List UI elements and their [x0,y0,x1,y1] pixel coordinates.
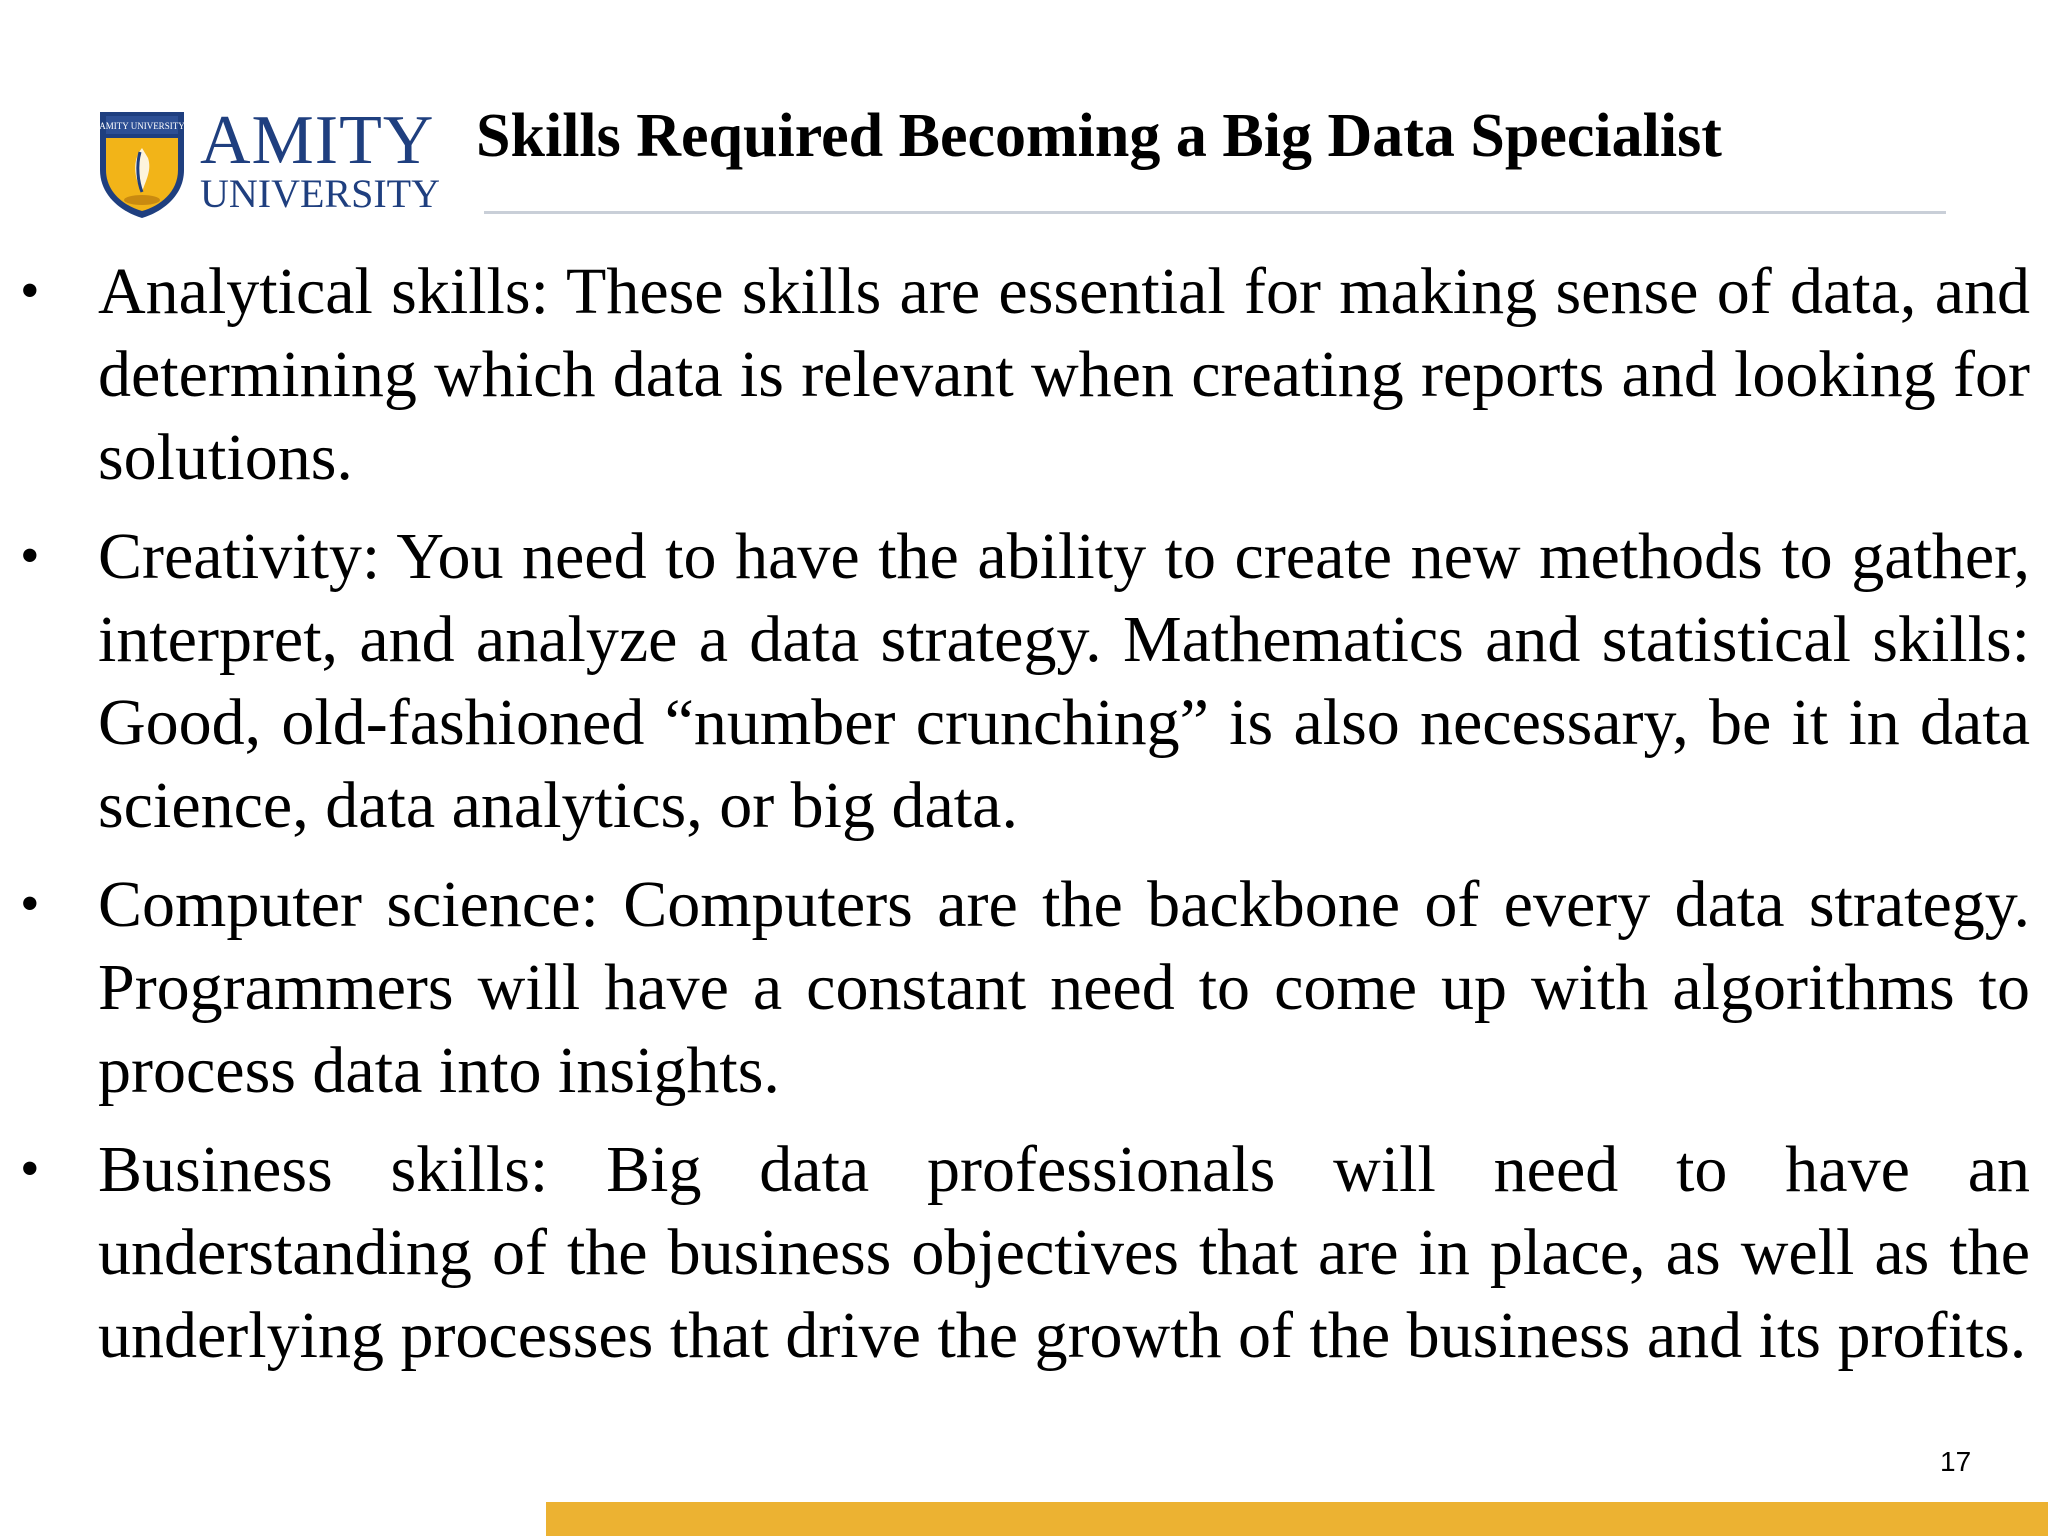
title-divider [484,211,1946,214]
svg-text:AMITY UNIVERSITY: AMITY UNIVERSITY [99,121,185,131]
bullet-text: Business skills: Big data professionals will need to have an understanding of the business objectives that are in place, as well as the underlying processes that drive the growth of the business and its profits. [98,1133,2030,1372]
bullet-business-skills [0,1128,2030,1377]
bullet-text: Creativity: You need to have the ability to create new methods to gather, interpret, and analyze a data strategy. Mathematics and statistical skills: Good, old-fashioned “number crunching” is also necessary, be it in data science, data analytics, or big data. [98,520,2030,842]
slide-title: Skills Required Becoming a Big Data Specialist [476,102,1722,170]
bullet-marker: • [20,873,40,935]
bullet-marker: • [20,525,40,587]
bullet-marker: • [20,260,40,322]
bullet-creativity [0,515,2030,847]
bullet-text: Analytical skills: These skills are essential for making sense of data, and determining which data is relevant when creating reports and looking for solutions. [98,255,2030,494]
logo-subtitle: UNIVERSITY [200,171,440,216]
amity-logo [96,104,446,222]
bullet-analytical-skills [0,250,2030,499]
bullet-text: Computer science: Computers are the backbone of every data strategy. Programmers will have a constant need to come up with algorithms to process data into insights. [98,868,2030,1107]
bullet-list [0,250,2030,1393]
amity-shield-icon [96,108,188,220]
footer-accent-bar [546,1502,2048,1536]
page-number: 17 [1940,1446,1972,1477]
bullet-computer-science [0,863,2030,1112]
logo-wordmark: AMITY [200,102,435,179]
bullet-marker: • [20,1138,40,1200]
